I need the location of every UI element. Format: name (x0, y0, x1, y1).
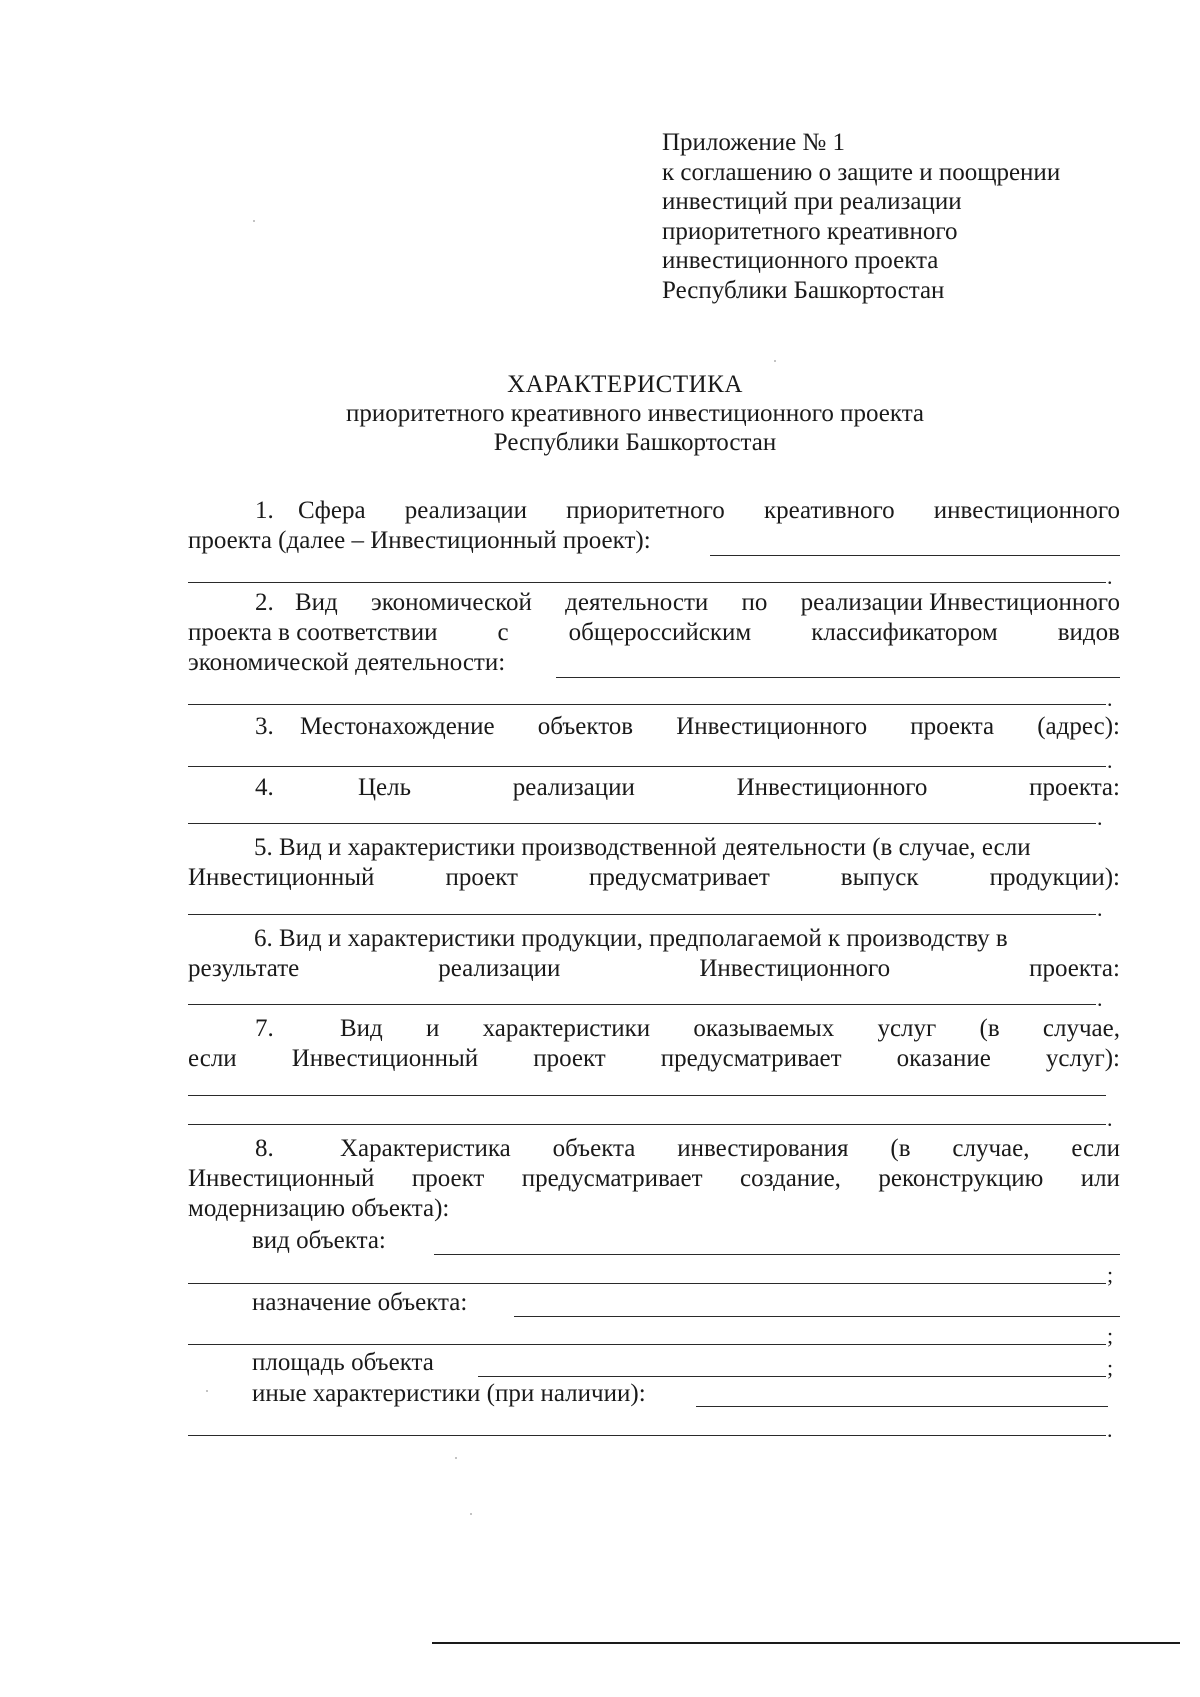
item-line: экономической деятельности: (188, 649, 506, 676)
fill-line[interactable] (556, 677, 1120, 678)
word: проект (411, 1165, 485, 1192)
object-purpose-field[interactable] (188, 1344, 1106, 1345)
fill-line[interactable] (188, 582, 1106, 583)
item-line (340, 1136, 1120, 1161)
word: Инвестиционный (291, 1045, 479, 1072)
field-label-object-kind: вид объекта: (252, 1227, 386, 1254)
word: проект (533, 1045, 606, 1072)
word: выпуск (840, 864, 919, 891)
item-number: 2. (255, 589, 274, 616)
word: Вид (295, 589, 338, 616)
end-dot: . (1107, 1417, 1113, 1442)
end-semicolon: ; (1107, 1262, 1114, 1287)
title-subtitle: Республики Башкортостан (493, 429, 777, 456)
appendix-line: к соглашению о защите и поощрении (662, 158, 1061, 186)
object-area-field[interactable] (478, 1376, 1106, 1377)
word: услуг): (1045, 1045, 1120, 1072)
document-title (0, 370, 1200, 457)
word: Вид (340, 1015, 383, 1042)
scan-speck (253, 220, 255, 222)
fill-line[interactable] (188, 766, 1106, 767)
word: предусматривает (521, 1165, 703, 1192)
item-number: 8. (255, 1135, 274, 1162)
item-line (295, 590, 1120, 615)
word: проекта в соответствии (188, 619, 438, 646)
word: создание, (739, 1165, 841, 1192)
appendix-line: инвестиций при реализации (662, 188, 962, 216)
item-number: 1. (255, 497, 274, 524)
fill-line[interactable] (188, 1095, 1106, 1096)
word: Инвестиционного (699, 955, 891, 982)
word: оказание (896, 1045, 991, 1072)
word: с (497, 619, 509, 646)
item-line (358, 775, 1120, 800)
item-number: 4. (255, 774, 274, 801)
end-dot: . (1107, 748, 1113, 773)
word: реализации (404, 497, 527, 524)
word: проекта: (1029, 774, 1120, 801)
word: проекта (910, 713, 995, 740)
end-dot: . (1107, 564, 1113, 589)
word: и (426, 1015, 440, 1042)
word: по (741, 589, 768, 616)
object-kind-field[interactable] (188, 1283, 1106, 1284)
word: продукции): (989, 864, 1120, 891)
word: Характеристика (340, 1135, 511, 1162)
word: если (1071, 1135, 1120, 1162)
fill-line[interactable] (188, 1124, 1106, 1125)
end-semicolon: ; (1107, 1323, 1114, 1348)
word: деятельности (565, 589, 709, 616)
word: Местонахождение (300, 713, 495, 740)
word: Инвестиционного (736, 774, 928, 801)
fill-line[interactable] (188, 823, 1096, 824)
word: объектов (537, 713, 634, 740)
word: Инвестиционный (188, 864, 375, 891)
word: классификатором (811, 619, 998, 646)
word: реконструкцию (878, 1165, 1044, 1192)
scan-speck (206, 1390, 208, 1392)
word: (адрес): (1037, 713, 1120, 740)
item-line (300, 714, 1120, 739)
word: Инвестиционный (188, 1165, 375, 1192)
scan-speck (455, 1457, 457, 1459)
end-dot: . (1097, 805, 1103, 830)
appendix-header (662, 128, 1060, 306)
word: инвестирования (677, 1135, 849, 1162)
field-label-other-characteristics: иные характеристики (при наличии): (252, 1380, 646, 1407)
end-dot: . (1097, 896, 1103, 921)
fill-line[interactable] (188, 704, 1106, 705)
item-line (188, 1046, 1120, 1071)
field-label-object-area: площадь объекта (252, 1349, 434, 1376)
scan-speck (470, 1513, 472, 1515)
appendix-line: приоритетного креативного (662, 217, 958, 245)
object-purpose-field[interactable] (514, 1316, 1120, 1317)
word: видов (1057, 619, 1120, 646)
word: результате (188, 955, 300, 982)
title-subtitle: приоритетного креативного инвестиционного проекта (345, 400, 925, 427)
word: проект (445, 864, 518, 891)
end-semicolon: ; (1107, 1355, 1114, 1380)
item-line: проекта (далее – Инвестиционный проект): (188, 527, 651, 554)
other-characteristics-field[interactable] (188, 1435, 1106, 1436)
fill-line[interactable] (710, 555, 1120, 556)
word: предусматривает (660, 1045, 842, 1072)
word: (в (979, 1015, 1000, 1042)
field-label-object-purpose: назначение объекта: (252, 1289, 468, 1316)
word: Инвестиционного (676, 713, 868, 740)
other-characteristics-field[interactable] (696, 1406, 1108, 1407)
item-line (188, 956, 1120, 981)
item-line: 6. Вид и характеристики продукции, предполагаемой к производству в (254, 925, 1008, 952)
appendix-line: Республики Башкортостан (662, 276, 945, 304)
word: инвестиционного (933, 497, 1120, 524)
word: Сфера (298, 497, 366, 524)
object-kind-field[interactable] (434, 1254, 1120, 1255)
word: общероссийским (568, 619, 752, 646)
word: предусматривает (589, 864, 770, 891)
word: проекта: (1029, 955, 1120, 982)
word: если (188, 1045, 237, 1072)
end-dot: . (1107, 1106, 1113, 1131)
item-line (298, 498, 1120, 523)
item-number: 7. (255, 1015, 274, 1042)
item-line (188, 1166, 1120, 1191)
item-line: 5. Вид и характеристики производственной деятельности (в случае, если (254, 834, 1031, 861)
item-line (340, 1016, 1120, 1041)
word: приоритетного (566, 497, 725, 524)
appendix-line: инвестиционного проекта (662, 247, 939, 275)
word: Цель (358, 774, 412, 801)
word: реализации (512, 774, 635, 801)
scan-speck (774, 360, 776, 362)
word: реализации (438, 955, 561, 982)
title-main: ХАРАКТЕРИСТИКА (507, 371, 743, 398)
word: креативного (763, 497, 895, 524)
word: объекта (552, 1135, 636, 1162)
fill-line[interactable] (188, 1004, 1096, 1005)
appendix-line: Приложение № 1 (662, 129, 846, 156)
end-dot: . (1107, 686, 1113, 711)
word: (в (890, 1135, 911, 1162)
word: экономической (371, 589, 532, 616)
word: или (1080, 1165, 1120, 1192)
word: случае, (1042, 1015, 1120, 1042)
item-line (188, 865, 1120, 890)
word: случае, (952, 1135, 1030, 1162)
fill-line[interactable] (188, 914, 1096, 915)
word: реализации Инвестиционного (800, 589, 1120, 616)
item-number: 3. (255, 713, 274, 740)
bottom-rule (432, 1642, 1180, 1644)
item-line: модернизацию объекта): (188, 1195, 450, 1222)
word: характеристики (482, 1015, 651, 1042)
item-line (188, 620, 1120, 645)
word: услуг (877, 1015, 937, 1042)
word: оказываемых (693, 1015, 835, 1042)
end-dot: . (1097, 986, 1103, 1011)
